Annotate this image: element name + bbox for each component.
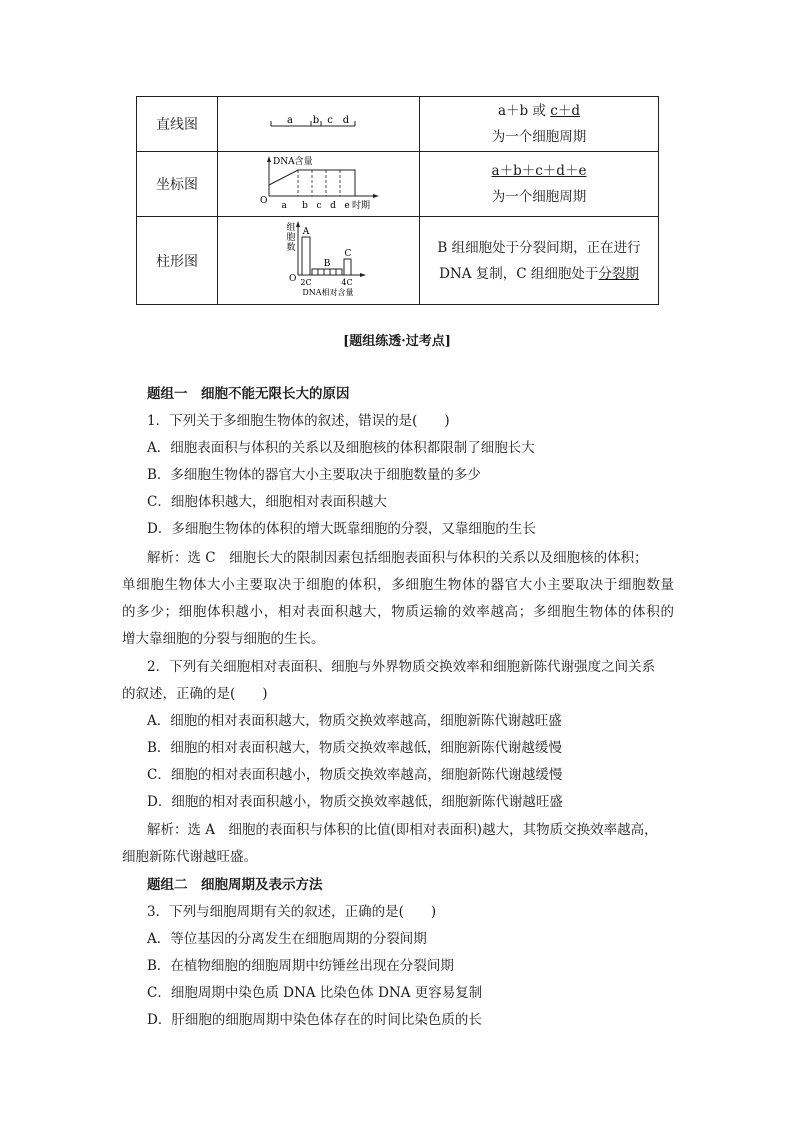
bar-b-5 xyxy=(336,269,342,275)
question-1-option-b: B．多细胞生物体的器官大小主要取决于细胞数量的多少 xyxy=(147,467,481,483)
question-2-option-a: A．细胞的相对表面积越大，物质交换效率越高，细胞新陈代谢越旺盛 xyxy=(147,713,562,729)
origin-label: O xyxy=(289,274,297,284)
y-label-char-1: 组 xyxy=(286,223,296,233)
bar-label-c: C xyxy=(344,249,352,259)
x-tick-2c: 2C xyxy=(300,278,312,287)
question-1-option-a: A．细胞表面积与体积的关系以及细胞核的体积都限制了细胞长大 xyxy=(147,440,535,456)
bar-b-4 xyxy=(330,269,336,275)
question-2-option-d: D．细胞的相对表面积越小，物质交换效率越低，细胞新陈代谢越旺盛 xyxy=(147,794,563,810)
answer-line-1: a＋b＋c＋d＋e xyxy=(491,163,587,179)
bar-b-2 xyxy=(318,269,324,275)
point-label-d: d xyxy=(342,115,350,126)
question-1-analysis-line-4: 增大靠细胞的分裂与细胞的生长。 xyxy=(122,631,325,647)
x-tick-d: d xyxy=(330,201,336,211)
x-tick-a: a xyxy=(281,201,287,211)
bar-label-a: A xyxy=(302,227,310,237)
x-tick-b: b xyxy=(302,201,308,211)
question-3-option-c: C．细胞周期中染色质 DNA 比染色体 DNA 更容易复制 xyxy=(147,985,483,1001)
y-label-char-2: 胞 xyxy=(286,233,296,243)
question-1-option-d: D．多细胞生物体的体积的增大既靠细胞的分裂，又靠细胞的生长 xyxy=(147,521,536,537)
question-1-analysis-line-1: 解析：选 C 细胞长大的限制因素包括细胞表面积与体积的关系以及细胞核的体积； xyxy=(147,550,648,566)
row-answer xyxy=(420,97,658,151)
x-tick-c: c xyxy=(316,201,322,211)
question-1-analysis-line-3: 的多少；细胞体积越小，相对表面积越大，物质运输的效率越高；多细胞生物体的体积的 xyxy=(122,604,674,620)
point-label-a: a xyxy=(287,115,293,126)
bar-c xyxy=(344,259,351,275)
x-tick-e: e xyxy=(344,201,350,211)
question-2-analysis-line-2: 细胞新陈代谢越旺盛。 xyxy=(122,849,257,865)
y-axis-label: DNA含量 xyxy=(273,157,313,167)
origin-label: O xyxy=(260,196,268,206)
coordinate-graph-cell xyxy=(218,152,420,216)
line-diagram xyxy=(218,97,418,150)
question-1-option-c: C．细胞体积越大，细胞相对表面积越大 xyxy=(147,494,387,510)
question-2-stem-line-1: 2．下列有关细胞相对表面积、细胞与外界物质交换效率和细胞新陈代谢强度之间关系 xyxy=(147,659,656,675)
answer-line-1: B 组细胞处于分裂间期，正在进行 xyxy=(437,239,641,256)
table-row-coordinate-graph xyxy=(137,152,658,217)
question-2-option-c: C．细胞的相对表面积越小，物质交换效率越高，细胞新陈代谢越缓慢 xyxy=(147,767,563,783)
question-2-option-b: B．细胞的相对表面积越大，物质交换效率越低，细胞新陈代谢越缓慢 xyxy=(147,740,562,756)
dna-content-graph xyxy=(218,152,418,215)
group-title-2: 题组二 细胞周期及表示方法 xyxy=(147,877,323,893)
group-title-1: 题组一 细胞不能无限长大的原因 xyxy=(147,386,350,402)
cell-count-bar-chart xyxy=(218,217,418,302)
answer-line-2: 为一个细胞周期 xyxy=(491,129,587,145)
y-label-char-3: 数 xyxy=(286,243,296,253)
answer-text: a＋b 或 xyxy=(498,103,551,119)
row-label: 柱形图 xyxy=(137,217,218,304)
question-1-analysis-line-2: 单细胞生物体大小主要取决于细胞的体积，多细胞生物体的器官大小主要取决于细胞数量 xyxy=(122,577,674,593)
row-label: 直线图 xyxy=(137,97,218,151)
point-label-c: c xyxy=(327,115,333,126)
bar-b-3 xyxy=(324,269,330,275)
answer-line-2: 为一个细胞周期 xyxy=(491,189,587,205)
table-row-bar-chart xyxy=(137,217,658,304)
question-2-stem-line-2: 的叙述，正确的是( ) xyxy=(122,686,268,702)
answer-line-1 xyxy=(498,98,580,124)
section-heading: [题组练透·过考点] xyxy=(343,334,451,349)
x-axis-label: DNA相对含量 xyxy=(302,288,354,297)
answer-underlined: 分裂期 xyxy=(598,265,639,282)
answer-line-2 xyxy=(439,261,639,287)
bar-a xyxy=(302,237,310,275)
row-answer xyxy=(420,217,658,304)
x-axis-label: 时期 xyxy=(352,201,371,211)
answer-underlined: c＋d xyxy=(550,103,580,119)
point-label-b: b xyxy=(312,115,320,126)
row-answer xyxy=(420,152,658,216)
question-2-analysis-line-1: 解析：选 A 细胞的表面积与体积的比值(即相对表面积)越大，其物质交换效率越高， xyxy=(147,822,658,838)
cell-cycle-representation-table xyxy=(136,96,659,305)
answer-text: DNA 复制，C 组细胞处于 xyxy=(439,265,599,282)
question-1-stem: 1．下列关于多细胞生物体的叙述，错误的是( ) xyxy=(147,413,450,429)
question-3-stem: 3．下列与细胞周期有关的叙述，正确的是( ) xyxy=(147,904,437,920)
table-row-line-diagram xyxy=(137,97,658,152)
row-label: 坐标图 xyxy=(137,152,218,216)
bar-chart-cell xyxy=(218,217,420,304)
question-3-option-b: B．在植物细胞的细胞周期中纺锤丝出现在分裂间期 xyxy=(147,958,454,974)
bar-label-b: B xyxy=(323,259,331,269)
line-diagram-cell xyxy=(218,97,420,151)
x-tick-4c: 4C xyxy=(341,278,353,287)
bar-b-1 xyxy=(312,269,318,275)
question-3-option-a: A．等位基因的分离发生在细胞周期的分裂间期 xyxy=(147,931,427,947)
question-3-option-d: D．肝细胞的细胞周期中染色体存在的时间比染色质的长 xyxy=(147,1012,482,1028)
